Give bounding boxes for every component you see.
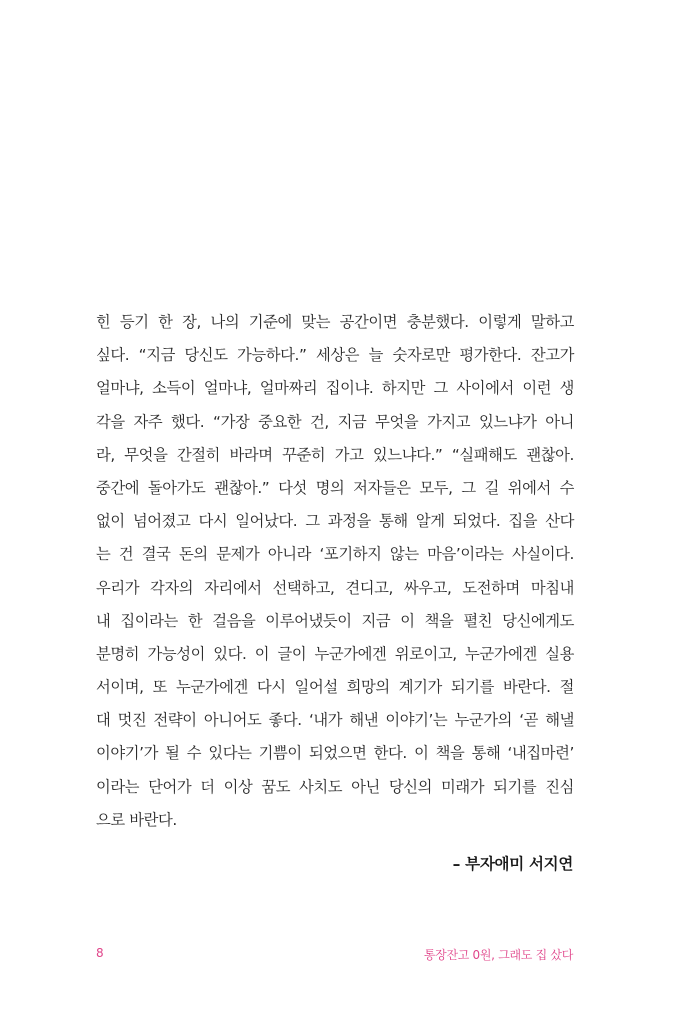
- text-line: 이야기’가 될 수 있다는 기쁨이 되었으면 한다. 이 책을 통해 ‘내집마련’: [96, 744, 574, 763]
- text-line: 싶다. “지금 당신도 가능하다.” 세상은 늘 숫자로만 평가한다. 잔고가: [96, 346, 574, 365]
- text-line: 힌 등기 한 장, 나의 기준에 맞는 공간이면 충분했다. 이렇게 말하고: [96, 313, 574, 331]
- text-line: 얼마냐, 소득이 얼마냐, 얼마짜리 집이냐. 하지만 그 사이에서 이런 생: [96, 379, 574, 398]
- body-paragraph: [96, 306, 574, 837]
- author-signature: – 부자애미 서지연: [452, 855, 573, 873]
- text-line: 으로 바란다.: [96, 810, 177, 829]
- text-line: 이라는 단어가 더 이상 꿈도 사치도 아닌 당신의 미래가 되기를 진심: [96, 777, 574, 796]
- running-footer-title: 통장잔고 0원, 그래도 집 샀다: [423, 948, 573, 962]
- text-line: 는 건 결국 돈의 문제가 아니라 ‘포기하지 않는 마음’이라는 사실이다.: [96, 545, 574, 564]
- text-line: 라, 무엇을 간절히 바라며 꾸준히 가고 있느냐다.” “실패해도 괜찮아.: [96, 445, 574, 464]
- text-line: 서이며, 또 누군가에겐 다시 일어설 희망의 계기가 되기를 바란다. 절: [96, 678, 574, 697]
- text-line: 대 멋진 전략이 아니어도 좋다. ‘내가 해낸 이야기’는 누군가의 ‘곧 해낼: [96, 711, 574, 730]
- text-line: 분명히 가능성이 있다. 이 글이 누군가에겐 위로이고, 누군가에겐 실용: [96, 644, 574, 663]
- text-line: 내 집이라는 한 걸음을 이루어냈듯이 지금 이 책을 펼친 당신에게도: [96, 611, 574, 630]
- text-line: 각을 자주 했다. “가장 중요한 건, 지금 무엇을 가지고 있느냐가 아니: [96, 412, 574, 431]
- page-number: 8: [96, 946, 104, 960]
- text-line: 우리가 각자의 자리에서 선택하고, 견디고, 싸우고, 도전하며 마침내: [96, 578, 574, 597]
- text-line: 중간에 돌아가도 괜찮아.” 다섯 명의 저자들은 모두, 그 길 위에서 수: [96, 478, 574, 497]
- text-line: 없이 넘어졌고 다시 일어났다. 그 과정을 통해 알게 되었다. 집을 산다: [96, 512, 574, 531]
